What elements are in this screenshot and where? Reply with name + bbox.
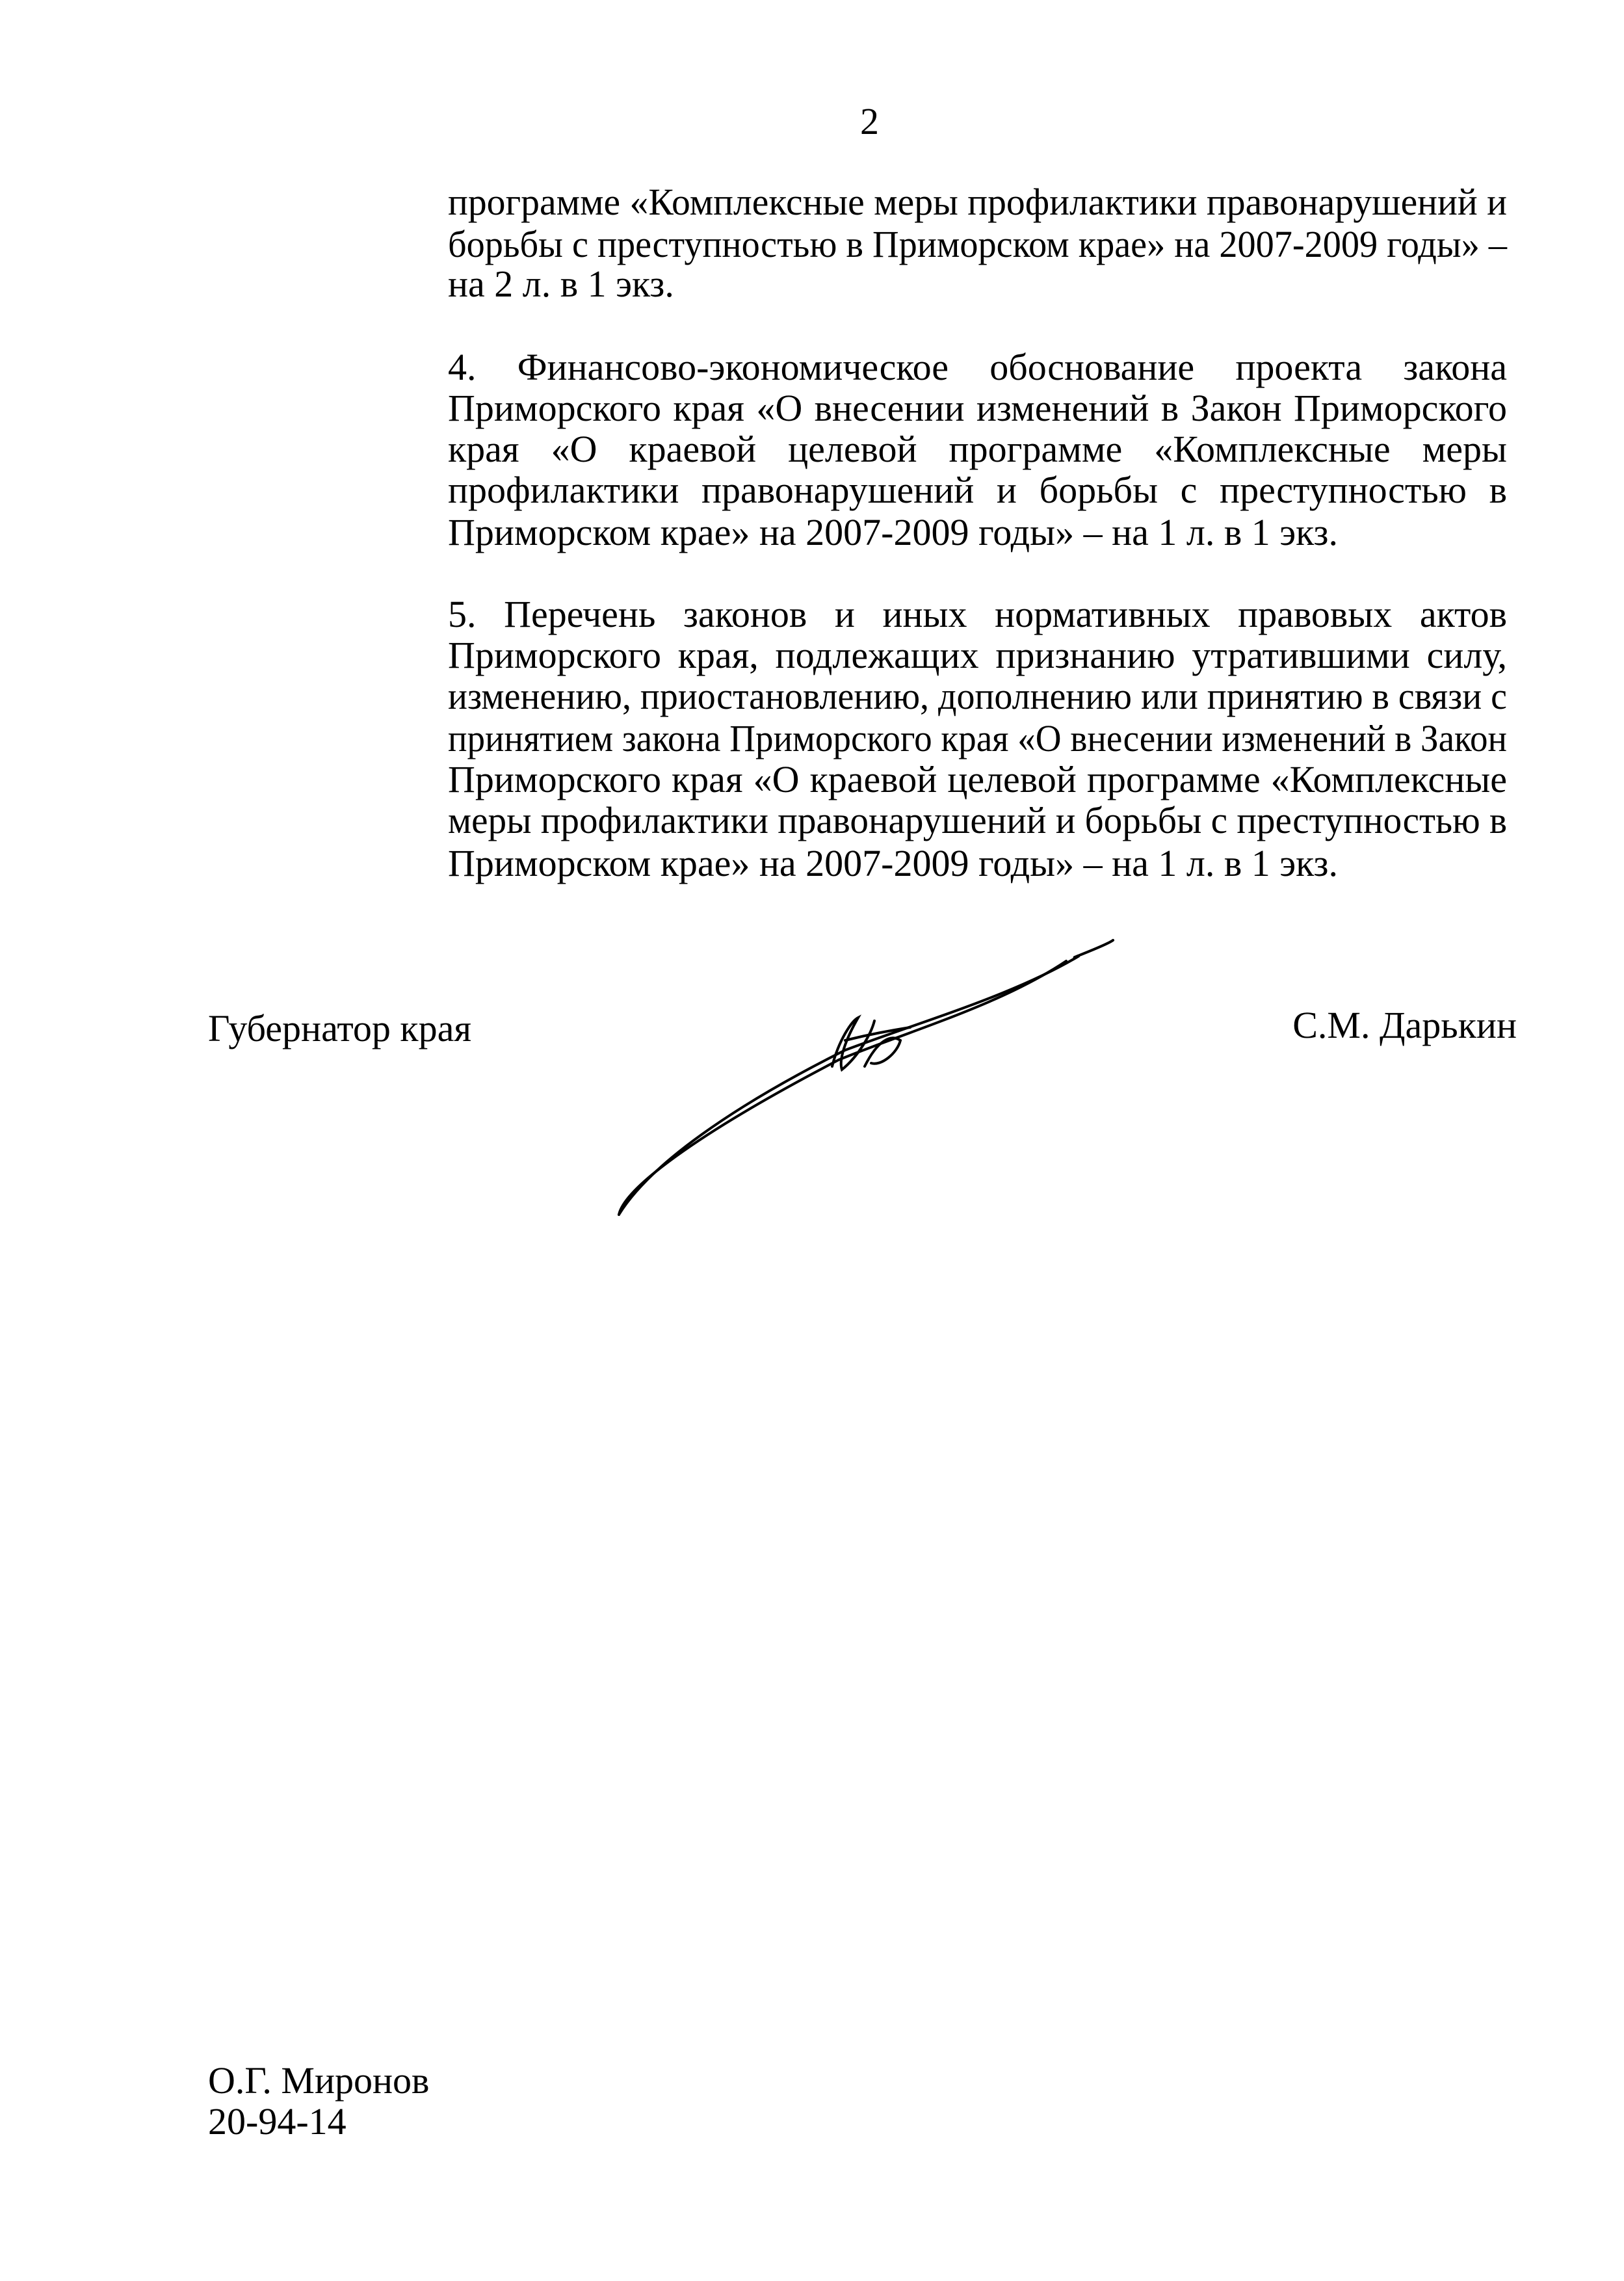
text-line: принятием закона Приморского края «О внесении изменений в Закон	[448, 717, 1507, 759]
text-line: Приморского края, подлежащих признанию утратившими силу,	[448, 634, 1507, 676]
page-number: 2	[860, 100, 879, 142]
text-line: на 2 л. в 1 экз.	[448, 263, 674, 305]
text-line: 4. Финансово-экономическое обоснование проекта закона	[448, 346, 1507, 388]
text-line: Приморского края «О внесении изменений в Закон Приморского	[448, 387, 1507, 429]
signatory-name: С.М. Дарькин	[1292, 1004, 1517, 1046]
executor-name: О.Г. Миронов	[208, 2059, 430, 2102]
text-line: края «О краевой целевой программе «Комплексные меры	[448, 428, 1507, 470]
text-line: изменению, приостановлению, дополнению или принятию в связи с	[448, 675, 1507, 717]
text-line: программе «Комплексные меры профилактики правонарушений и	[448, 181, 1507, 223]
text-line: 5. Перечень законов и иных нормативных правовых актов	[448, 593, 1507, 635]
text-line: профилактики правонарушений и борьбы с преступностью в	[448, 469, 1507, 511]
text-line: Приморском крае» на 2007-2009 годы» – на 1 л. в 1 экз.	[448, 511, 1338, 553]
text-line: Приморском крае» на 2007-2009 годы» – на 1 л. в 1 экз.	[448, 842, 1338, 884]
executor-phone: 20-94-14	[208, 2100, 347, 2143]
text-line: Приморского края «О краевой целевой программе «Комплексные	[448, 758, 1507, 800]
signatory-position: Губернатор края	[208, 1007, 472, 1049]
text-line: борьбы с преступностью в Приморском крае» на 2007-2009 годы» –	[448, 223, 1507, 265]
text-line: меры профилактики правонарушений и борьбы с преступностью в	[448, 799, 1507, 841]
